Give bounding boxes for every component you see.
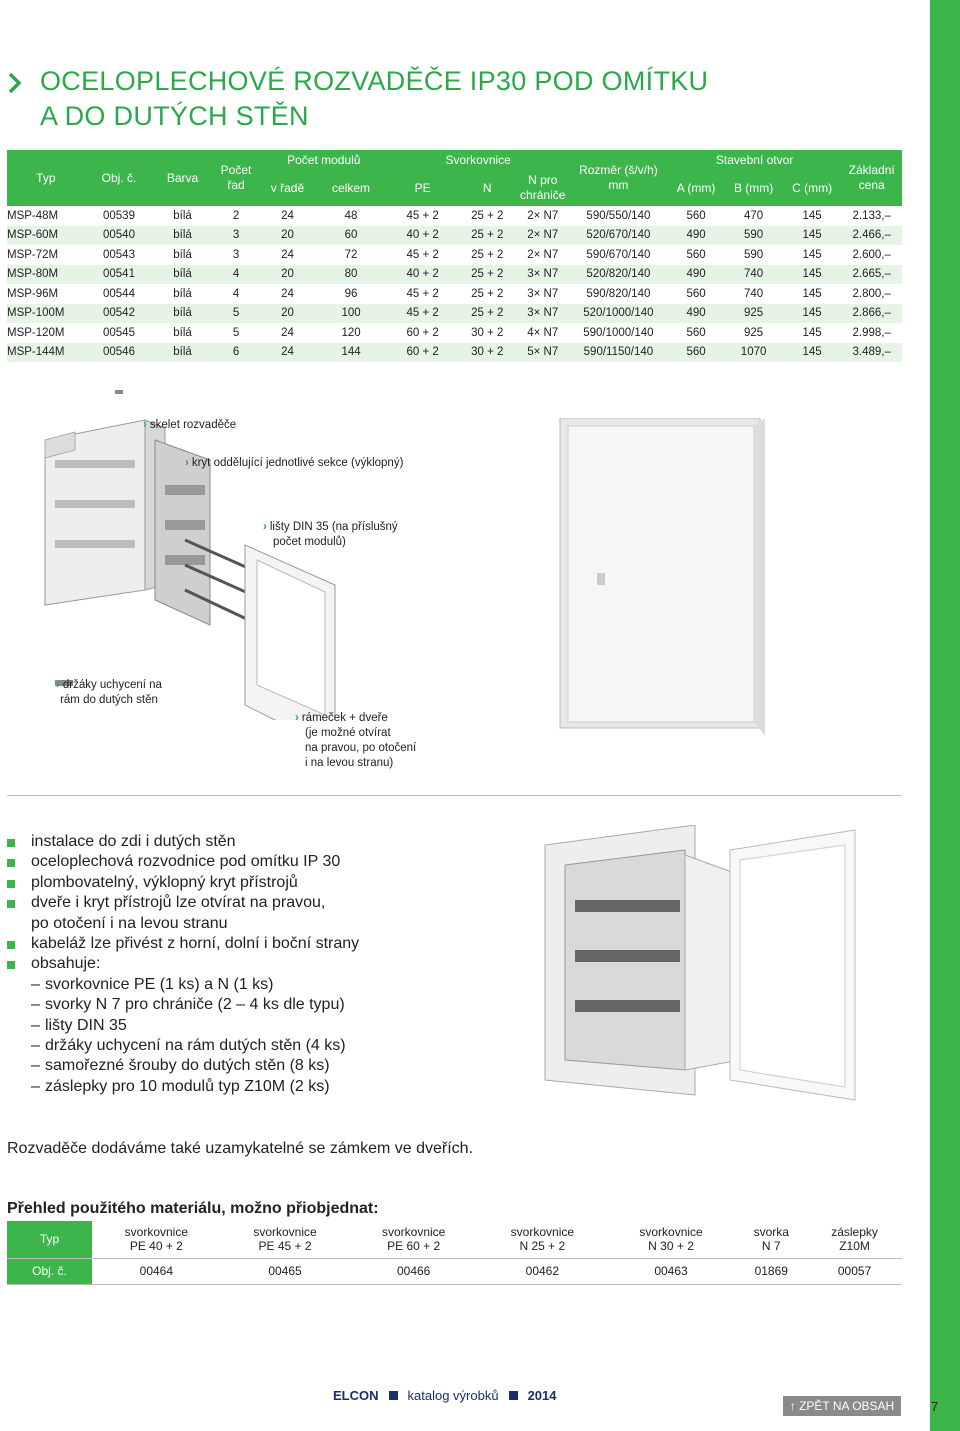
- col-a: A (mm): [668, 169, 725, 206]
- material-item-variant: PE 40 + 2: [129, 1239, 183, 1254]
- col-obj: Obj. č.: [85, 150, 154, 206]
- feature-subitem: – svorkovnice PE (1 ks) a N (1 ks): [7, 975, 359, 995]
- table-row: [7, 304, 902, 324]
- material-obj-label: Obj. č.: [7, 1258, 92, 1284]
- feature-subitem: – lišty DIN 35: [7, 1016, 359, 1036]
- table-cell: 6: [212, 343, 260, 363]
- material-item: [221, 1221, 350, 1258]
- table-cell: 00546: [85, 343, 154, 363]
- table-cell: 2.133,–: [841, 206, 902, 226]
- table-cell: 24: [260, 206, 314, 226]
- table-cell: 100: [315, 304, 388, 324]
- table-cell: 590/820/140: [569, 284, 668, 304]
- callout-drzaky: [56, 678, 162, 708]
- table-cell: MSP-48M: [7, 206, 85, 226]
- table-cell: 145: [783, 206, 842, 226]
- material-item-name: záslepky: [831, 1225, 878, 1240]
- table-cell: 40 + 2: [387, 265, 458, 285]
- table-cell: 2.466,–: [841, 226, 902, 246]
- material-item-name: svorkovnice: [510, 1225, 575, 1240]
- table-cell: 00542: [85, 304, 154, 324]
- material-item: [92, 1221, 221, 1258]
- table-cell: bílá: [153, 245, 212, 265]
- table-cell: 145: [783, 343, 842, 363]
- product-table: [7, 150, 902, 363]
- table-cell: 2.800,–: [841, 284, 902, 304]
- table-cell: MSP-100M: [7, 304, 85, 324]
- cabinet-open-illustration: [535, 825, 865, 1105]
- callout-skelet-text: skelet rozvaděče: [149, 419, 237, 431]
- callout-chevron-icon: ›: [263, 521, 267, 533]
- table-cell: 740: [724, 265, 783, 285]
- table-cell: 520/1000/140: [569, 304, 668, 324]
- table-cell: 3.489,–: [841, 343, 902, 363]
- title-chevron-icon: [8, 72, 22, 94]
- table-cell: 4× N7: [517, 323, 569, 343]
- table-cell: 2.998,–: [841, 323, 902, 343]
- callout-chevron-icon: ›: [56, 679, 60, 691]
- feature-item: dveře i kryt přístrojů lze otvírat na pravou,: [7, 893, 359, 913]
- table-cell: 00544: [85, 284, 154, 304]
- footer-year: 2014: [527, 1388, 557, 1403]
- table-cell: MSP-144M: [7, 343, 85, 363]
- table-cell: 48: [315, 206, 388, 226]
- table-cell: 560: [668, 323, 725, 343]
- table-cell: 20: [260, 226, 314, 246]
- cabinet-exploded-illustration: [15, 390, 345, 720]
- table-cell: 3: [212, 245, 260, 265]
- table-cell: 2× N7: [517, 245, 569, 265]
- table-cell: 25 + 2: [458, 245, 517, 265]
- col-pocet-rad: Počet řad: [212, 150, 260, 206]
- feature-item: oceloplechová rozvodnice pod omítku IP 30: [7, 852, 359, 872]
- table-cell: 45 + 2: [387, 284, 458, 304]
- col-pe: PE: [387, 169, 458, 206]
- callout-chevron-icon: ›: [295, 712, 299, 724]
- callout-drzaky-text-1: držáky uchycení na: [62, 679, 162, 691]
- material-item: [607, 1221, 736, 1258]
- table-cell: 25 + 2: [458, 304, 517, 324]
- table-cell: 560: [668, 284, 725, 304]
- callout-kryt-text: kryt oddělující jednotlivé sekce (výklopný): [191, 457, 404, 469]
- callout-ramecek-text-4: i na levou stranu): [305, 757, 394, 769]
- table-cell: 24: [260, 343, 314, 363]
- material-item-name: svorkovnice: [124, 1225, 189, 1240]
- table-cell: 2.866,–: [841, 304, 902, 324]
- table-cell: 25 + 2: [458, 206, 517, 226]
- section-divider: [7, 795, 902, 796]
- table-cell: 30 + 2: [458, 343, 517, 363]
- table-cell: 145: [783, 265, 842, 285]
- cabinet-closed-illustration: [540, 418, 780, 748]
- back-to-contents-button[interactable]: ↑ ZPĚT NA OBSAH: [783, 1396, 901, 1416]
- table-cell: 2.600,–: [841, 245, 902, 265]
- page-title: [40, 64, 708, 134]
- table-cell: 3× N7: [517, 265, 569, 285]
- table-cell: 490: [668, 304, 725, 324]
- table-cell: 590/670/140: [569, 245, 668, 265]
- table-cell: 145: [783, 323, 842, 343]
- feature-subitem: – svorky N 7 pro chrániče (2 – 4 ks dle typu): [7, 995, 359, 1015]
- table-cell: 60 + 2: [387, 323, 458, 343]
- col-barva: Barva: [153, 150, 212, 206]
- table-cell: 1070: [724, 343, 783, 363]
- table-cell: 560: [668, 245, 725, 265]
- table-cell: 5: [212, 323, 260, 343]
- table-cell: 24: [260, 323, 314, 343]
- material-item-variant: PE 60 + 2: [387, 1239, 441, 1254]
- table-cell: 2.665,–: [841, 265, 902, 285]
- material-item-name: svorka: [753, 1225, 789, 1240]
- footer-square-icon: [509, 1391, 518, 1400]
- col-v-rade: v řadě: [260, 169, 314, 206]
- callout-ramecek-text-1: rámeček + dveře: [301, 712, 388, 724]
- feature-subitem: – samořezné šrouby do dutých stěn (8 ks): [7, 1056, 359, 1076]
- material-heading: Přehled použitého materiálu, možno přiobjednat:: [7, 1200, 379, 1217]
- table-cell: 2: [212, 206, 260, 226]
- table-cell: 30 + 2: [458, 323, 517, 343]
- material-item: [478, 1221, 607, 1258]
- col-b: B (mm): [724, 169, 783, 206]
- footer-catalog: katalog výrobků: [407, 1388, 499, 1403]
- table-cell: 20: [260, 265, 314, 285]
- col-c: C (mm): [783, 169, 842, 206]
- table-cell: MSP-120M: [7, 323, 85, 343]
- table-cell: 590: [724, 226, 783, 246]
- material-item-name: svorkovnice: [639, 1225, 703, 1240]
- table-cell: 2× N7: [517, 226, 569, 246]
- material-item-variant: PE 45 + 2: [258, 1239, 312, 1254]
- table-cell: MSP-80M: [7, 265, 85, 285]
- feature-item-continued: po otočení i na levou stranu: [31, 914, 228, 932]
- feature-subitem: – držáky uchycení na rám dutých stěn (4 ks): [7, 1036, 359, 1056]
- table-cell: bílá: [153, 343, 212, 363]
- table-cell: 00539: [85, 206, 154, 226]
- callout-listy-text-1: lišty DIN 35 (na příslušný: [269, 521, 398, 533]
- lockable-note: Rozvaděče dodáváme také uzamykatelné se zámkem ve dveřích.: [7, 1140, 474, 1157]
- table-row: [7, 323, 902, 343]
- callout-chevron-icon: ›: [185, 457, 189, 469]
- material-typ-label: Typ: [7, 1221, 92, 1258]
- table-cell: 590: [724, 245, 783, 265]
- table-cell: 925: [724, 304, 783, 324]
- table-cell: 60 + 2: [387, 343, 458, 363]
- table-cell: 144: [315, 343, 388, 363]
- table-row: [7, 206, 902, 226]
- table-cell: 2× N7: [517, 206, 569, 226]
- material-item-variant: Z10M: [839, 1239, 870, 1254]
- col-typ: Typ: [7, 150, 85, 206]
- table-cell: 45 + 2: [387, 206, 458, 226]
- col-group-svorkovnice: Svorkovnice: [387, 150, 569, 169]
- table-cell: 96: [315, 284, 388, 304]
- table-cell: 25 + 2: [458, 226, 517, 246]
- table-cell: MSP-60M: [7, 226, 85, 246]
- table-cell: 25 + 2: [458, 265, 517, 285]
- table-cell: 590/1000/140: [569, 323, 668, 343]
- table-cell: 470: [724, 206, 783, 226]
- material-item-obj: 00057: [807, 1258, 902, 1284]
- table-cell: 24: [260, 284, 314, 304]
- table-cell: bílá: [153, 206, 212, 226]
- table-cell: 145: [783, 226, 842, 246]
- material-item: [735, 1221, 807, 1258]
- table-cell: 3× N7: [517, 284, 569, 304]
- table-cell: 120: [315, 323, 388, 343]
- material-item-variant: N 25 + 2: [519, 1239, 566, 1254]
- table-cell: 560: [668, 206, 725, 226]
- callout-ramecek-text-3: na pravou, po otočení: [305, 742, 417, 754]
- material-item-obj: 00462: [478, 1258, 607, 1284]
- material-item: [349, 1221, 478, 1258]
- table-cell: 4: [212, 284, 260, 304]
- table-cell: 00545: [85, 323, 154, 343]
- table-row: [7, 265, 902, 285]
- callout-chevron-icon: ›: [143, 419, 147, 431]
- page-number: 7: [931, 1399, 939, 1414]
- feature-item: instalace do zdi i dutých stěn: [7, 832, 359, 852]
- table-row: [7, 245, 902, 265]
- table-row: [7, 343, 902, 363]
- material-item-variant: N 7: [761, 1239, 781, 1254]
- table-cell: 590/1150/140: [569, 343, 668, 363]
- feature-subitem: – záslepky pro 10 modulů typ Z10M (2 ks): [7, 1077, 359, 1097]
- feature-item: obsahuje:: [7, 954, 359, 974]
- table-cell: 520/670/140: [569, 226, 668, 246]
- callout-skelet: [143, 418, 236, 433]
- table-cell: 3× N7: [517, 304, 569, 324]
- feature-item: plombovatelný, výklopný kryt přístrojů: [7, 873, 359, 893]
- material-item-obj: 00466: [349, 1258, 478, 1284]
- table-cell: 60: [315, 226, 388, 246]
- table-cell: bílá: [153, 323, 212, 343]
- table-cell: bílá: [153, 304, 212, 324]
- table-cell: 45 + 2: [387, 304, 458, 324]
- col-rozmer: Rozměr (š/v/h) mm: [569, 150, 668, 206]
- table-cell: 5× N7: [517, 343, 569, 363]
- col-group-stavebni: Stavební otvor: [668, 150, 842, 169]
- col-cena: Základní cena: [841, 150, 902, 206]
- material-item-name: svorkovnice: [382, 1225, 446, 1240]
- material-item-obj: 01869: [735, 1258, 807, 1284]
- table-cell: 490: [668, 265, 725, 285]
- table-cell: 3: [212, 226, 260, 246]
- material-item-obj: 00463: [607, 1258, 736, 1284]
- callout-listy-text-2: počet modulů): [273, 536, 346, 548]
- table-cell: 740: [724, 284, 783, 304]
- table-cell: 00541: [85, 265, 154, 285]
- table-cell: 45 + 2: [387, 245, 458, 265]
- col-n-pro: N pro chrániče: [517, 169, 569, 206]
- table-cell: 24: [260, 245, 314, 265]
- table-cell: bílá: [153, 226, 212, 246]
- side-accent-bar: [930, 0, 960, 1431]
- table-cell: 145: [783, 284, 842, 304]
- table-cell: 590/550/140: [569, 206, 668, 226]
- material-item: [807, 1221, 902, 1258]
- table-cell: 520/820/140: [569, 265, 668, 285]
- footer-square-icon: [389, 1391, 398, 1400]
- material-item-name: svorkovnice: [253, 1225, 317, 1240]
- material-item-obj: 00464: [92, 1258, 221, 1284]
- table-cell: 20: [260, 304, 314, 324]
- table-cell: 145: [783, 245, 842, 265]
- material-item-variant: N 30 + 2: [648, 1239, 694, 1254]
- callout-listy: [263, 520, 398, 550]
- table-cell: MSP-72M: [7, 245, 85, 265]
- table-cell: bílá: [153, 265, 212, 285]
- feature-item: kabeláž lze přivést z horní, dolní i boční strany: [7, 934, 359, 954]
- table-cell: 80: [315, 265, 388, 285]
- table-cell: 560: [668, 343, 725, 363]
- callout-ramecek-text-2: (je možné otvírat: [305, 727, 391, 739]
- callout-drzaky-text-2: rám do dutých stěn: [60, 694, 158, 706]
- table-row: [7, 284, 902, 304]
- callout-kryt: [185, 456, 403, 471]
- title-line-2: A DO DUTÝCH STĚN: [40, 101, 309, 131]
- table-cell: 925: [724, 323, 783, 343]
- table-cell: 72: [315, 245, 388, 265]
- title-line-1: OCELOPLECHOVÉ ROZVADĚČE IP30 POD OMÍTKU: [40, 66, 709, 96]
- table-cell: 40 + 2: [387, 226, 458, 246]
- table-cell: 490: [668, 226, 725, 246]
- material-item-obj: 00465: [221, 1258, 350, 1284]
- table-cell: 00543: [85, 245, 154, 265]
- table-cell: 5: [212, 304, 260, 324]
- table-cell: 25 + 2: [458, 284, 517, 304]
- feature-list: [7, 832, 359, 1097]
- footer-brand: ELCON: [333, 1388, 379, 1403]
- callout-ramecek: [295, 711, 416, 771]
- table-cell: MSP-96M: [7, 284, 85, 304]
- table-cell: 00540: [85, 226, 154, 246]
- col-celkem: celkem: [315, 169, 388, 206]
- table-cell: bílá: [153, 284, 212, 304]
- table-row: [7, 226, 902, 246]
- table-cell: 4: [212, 265, 260, 285]
- table-cell: 145: [783, 304, 842, 324]
- col-group-moduly: Počet modulů: [260, 150, 387, 169]
- col-n: N: [458, 169, 517, 206]
- material-table: [7, 1221, 902, 1285]
